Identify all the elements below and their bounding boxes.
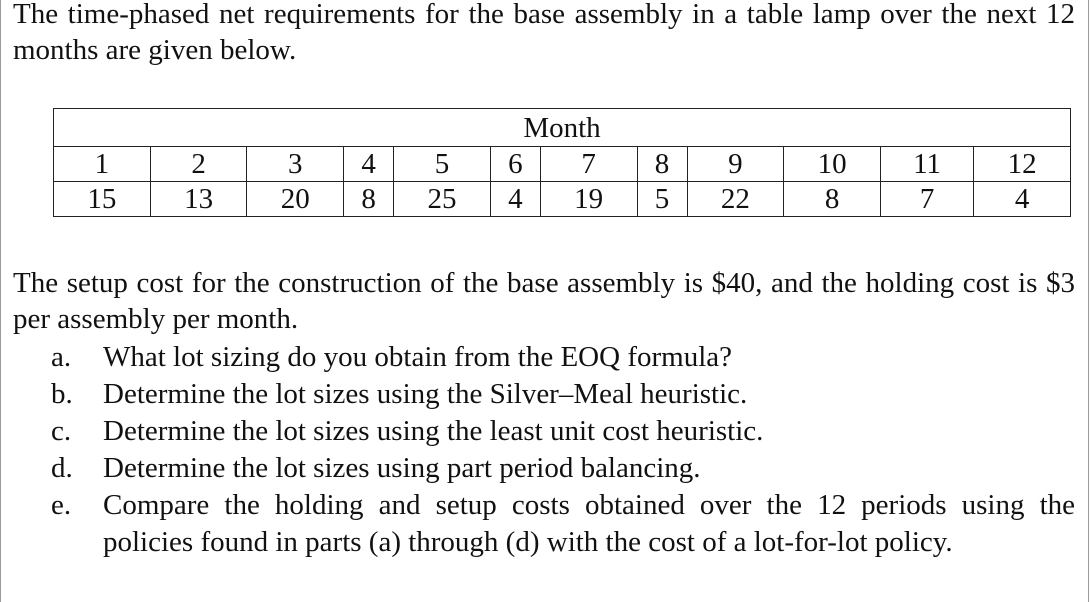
question-item [0,376,1075,413]
month-cell: 8 [637,147,687,182]
question-label: e. [51,489,72,521]
month-cell: 10 [784,147,881,182]
requirement-cell: 4 [974,182,1071,217]
month-cell: 4 [344,147,394,182]
question-label: d. [51,452,73,484]
month-cell: 11 [880,147,973,182]
question-item [0,339,1075,376]
requirement-cell: 8 [784,182,881,217]
requirement-cell: 13 [150,182,247,217]
question-label: b. [51,378,73,410]
question-text: What lot sizing do you obtain from the EOQ formula? [103,341,732,373]
requirement-cell: 8 [344,182,394,217]
question-item [0,487,1075,561]
table-header-row [54,109,1071,147]
requirements-table [53,108,1071,217]
question-item [0,450,1075,487]
question-text: Determine the lot sizes using part period balancing. [103,452,701,484]
month-cell: 3 [247,147,344,182]
requirement-cell: 5 [637,182,687,217]
requirement-cell: 20 [247,182,344,217]
month-cell: 1 [54,147,151,182]
setup-paragraph: The setup cost for the construction of the base assembly is $40, and the holding cost is $3 per assembly per month. [13,267,1075,335]
requirement-cell: 22 [687,182,784,217]
requirement-row [54,182,1071,217]
intro-paragraph: The time-phased net requirements for the base assembly in a table lamp over the next 12 months are given below. [13,0,1075,66]
month-cell: 6 [490,147,540,182]
month-cell: 7 [540,147,637,182]
requirement-cell: 19 [540,182,637,217]
question-label: a. [51,341,72,373]
month-cell: 12 [974,147,1071,182]
question-text: Determine the lot sizes using the Silver–Meal heuristic. [103,378,748,410]
requirement-cell: 7 [880,182,973,217]
question-label: c. [51,415,72,447]
question-item [0,413,1075,450]
question-text: Compare the holding and setup costs obtained over the 12 periods using the policies found in parts (a) through (d) with the cost of a lot-for-lot policy. [103,489,1075,558]
month-header: Month [54,109,1071,147]
month-cell: 5 [394,147,491,182]
month-cell: 2 [150,147,247,182]
question-list [0,339,1075,561]
requirement-cell: 4 [490,182,540,217]
month-row [54,147,1071,182]
month-cell: 9 [687,147,784,182]
question-text: Determine the lot sizes using the least unit cost heuristic. [103,415,764,447]
requirement-cell: 25 [394,182,491,217]
requirement-cell: 15 [54,182,151,217]
